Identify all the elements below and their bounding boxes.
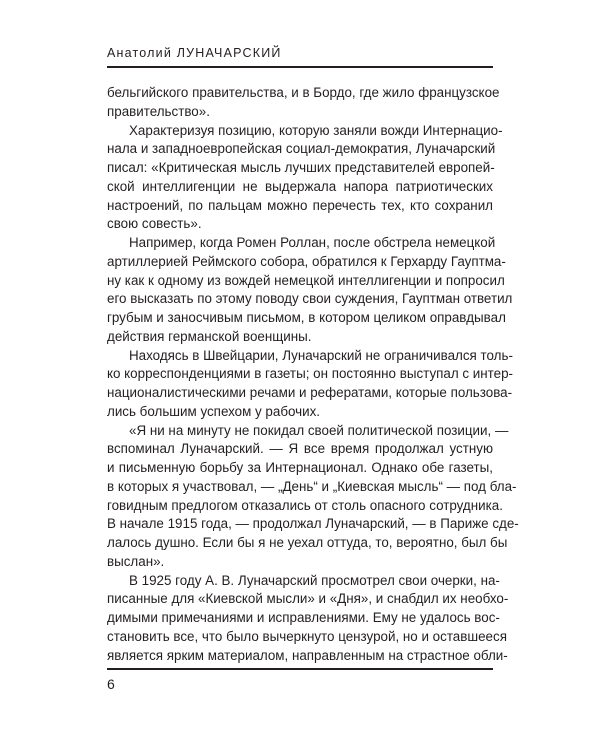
text-line: действия германской военщины. — [107, 328, 312, 344]
text-line: и письменную борьбу за Интернационал. Однако обе газеты, — [107, 460, 493, 475]
text-line: писанные для «Киевской мысли» и «Дня», и снабдил их необхо- — [107, 591, 509, 607]
text-line: свою совесть». — [107, 216, 202, 232]
text-line: его высказать по этому поводу свои суждения, Гауптман ответил — [107, 291, 513, 307]
text-line: Например, когда Ромен Роллан, после обстрела немецкой — [129, 235, 496, 250]
page-number: 6 — [107, 676, 115, 692]
text-line: говидным предлогом отказались от столь опасного сотрудника. — [107, 497, 503, 513]
text-line: димыми примечаниями и исправлениями. Ему не удалось вос- — [107, 610, 500, 625]
text-line: В 1925 году А. В. Луначарский просмотрел свои очерки, на- — [129, 572, 500, 588]
text-line: ну как к одному из вождей немецкой интеллигенции и попросил — [107, 272, 505, 288]
text-line: ко корреспонденциями в газеты; он постоянно выступал с интер- — [107, 366, 514, 382]
text-line: становить все, что было вычеркнуто цензурой, но и оставшееся — [107, 628, 507, 644]
text-line: лалось душно. Если бы я не уехал оттуда, то, вероятно, был бы — [107, 535, 508, 550]
text-line: вспоминал Луначарский. — Я все время продолжал устную — [107, 441, 493, 457]
text-line: лись большим успехом у рабочих. — [107, 403, 321, 419]
text-line: выслан». — [107, 553, 165, 569]
text-line: является ярким материалом, направленным на страстное обли- — [107, 647, 508, 663]
text-line: правительство». — [107, 103, 210, 119]
header-rule — [107, 66, 493, 68]
text-line: В начале 1915 года, — продолжал Луначарский, — в Париже сде- — [107, 516, 519, 532]
text-line: настроений, по пальцам можно перечесть тех, кто сохранил — [107, 197, 493, 213]
text-line: грубым и заносчивым письмом, в котором целиком оправдывал — [107, 310, 506, 325]
text-line: Характеризуя позицию, которую заняли вожди Интернацио- — [129, 122, 503, 138]
text-line: писал: «Критическая мысль лучших представителей европей- — [107, 160, 495, 175]
text-line: «Я ни на минуту не покидал своей политической позиции, — — [129, 422, 509, 438]
body-text — [107, 84, 519, 665]
text-line: ской интеллигенции не выдержала напора патриотических — [107, 178, 493, 194]
text-line: националистическими речами и рефератами, которые пользова- — [107, 385, 513, 400]
text-line: в которых я участвовал, — „День“ и „Киевская мысль“ — под бла- — [107, 478, 517, 494]
footer-rule — [107, 668, 493, 670]
text-line: артиллерией Реймского собора, обратился к Герхарду Гауптма- — [107, 253, 506, 269]
text-line: бельгийского правительства, и в Бордо, где жило французское — [107, 85, 500, 100]
running-head: Анатолий ЛУНАЧАРСКИЙ — [107, 46, 282, 60]
text-line: Находясь в Швейцарии, Луначарский не ограничивался толь- — [129, 347, 513, 363]
text-line: нала и западноевропейская социал-демократия, Луначарский — [107, 141, 496, 157]
